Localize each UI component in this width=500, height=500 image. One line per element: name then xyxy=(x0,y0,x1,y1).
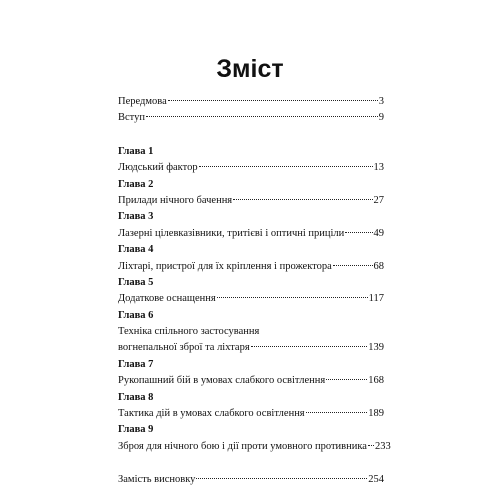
toc-entry-conclusion[interactable] xyxy=(118,472,384,488)
chapter-heading: Глава 1 xyxy=(118,145,154,157)
toc-entry-chapter-4[interactable] xyxy=(118,259,384,275)
dot-leader xyxy=(233,199,372,200)
dot-leader xyxy=(306,412,368,413)
toc-page-number: 117 xyxy=(368,293,384,305)
toc-entry-chapter-9[interactable] xyxy=(118,439,391,455)
dot-leader xyxy=(168,100,378,101)
toc-entry-chapter-3[interactable] xyxy=(118,226,384,242)
table-of-contents xyxy=(118,94,391,489)
toc-page-number: 9 xyxy=(378,112,384,124)
chapter-heading: Глава 9 xyxy=(118,424,154,436)
toc-page-number: 27 xyxy=(373,194,384,206)
spacer xyxy=(118,455,384,472)
toc-entry-label: вогнепальної зброї та ліхтаря xyxy=(118,342,250,354)
toc-entry-label: Ліхтарі, пристрої для їх кріплення і прожектора xyxy=(118,260,332,272)
toc-entry-label: Людський фактор xyxy=(118,162,198,174)
dot-leader xyxy=(217,297,368,298)
spacer xyxy=(118,127,384,144)
toc-entry-label: Рукопашний бій в умовах слабкого освітлення xyxy=(118,375,326,387)
toc-page-number: 189 xyxy=(368,408,384,420)
toc-entry-chapter-7[interactable] xyxy=(118,373,384,389)
dot-leader xyxy=(368,445,374,446)
toc-entry-label: Замість висновку xyxy=(118,474,196,486)
toc-page-number: 68 xyxy=(373,260,384,272)
chapter-heading: Глава 2 xyxy=(118,178,154,190)
toc-entry-chapter-6[interactable] xyxy=(118,340,384,356)
toc-entry-preface[interactable] xyxy=(118,94,384,110)
chapter-heading: Глава 7 xyxy=(118,358,154,370)
toc-page-number: 168 xyxy=(368,375,384,387)
toc-entry-label: Прилади нічного бачення xyxy=(118,194,233,206)
toc-page-number: 49 xyxy=(373,227,384,239)
dot-leader xyxy=(146,116,378,117)
toc-entry-chapter-8[interactable] xyxy=(118,406,384,422)
toc-entry-label: Тактика дій в умовах слабкого освітлення xyxy=(118,408,305,420)
toc-page-number: 139 xyxy=(368,342,384,354)
toc-entry-label: Лазерні цілевказівники, тритієві і оптичні приціли xyxy=(118,227,345,239)
chapter-heading: Глава 4 xyxy=(118,244,154,256)
toc-entry-chapter-5[interactable] xyxy=(118,291,384,307)
chapter-heading: Глава 3 xyxy=(118,211,154,223)
dot-leader xyxy=(333,265,373,266)
toc-page-number: 233 xyxy=(374,440,391,452)
toc-page-number: 3 xyxy=(378,96,384,107)
toc-entry-label: Вступ xyxy=(118,112,145,124)
toc-entry-chapter-2[interactable] xyxy=(118,193,384,209)
toc-entry-label: Додаткове оснащення xyxy=(118,293,216,305)
dot-leader xyxy=(326,379,367,380)
toc-entry-label: Зброя для нічного бою і дії проти умовного противника xyxy=(118,440,367,452)
dot-leader xyxy=(345,232,372,233)
toc-entry-chapter-1[interactable] xyxy=(118,160,384,176)
toc-page-number: 254 xyxy=(368,474,384,486)
page-title: Зміст xyxy=(216,55,284,83)
toc-entry-introduction[interactable] xyxy=(118,110,384,126)
dot-leader xyxy=(251,346,368,347)
toc-entry-label-line-1: Техніка спільного застосування xyxy=(118,326,260,338)
toc-entry-label: Передмова xyxy=(118,96,167,107)
dot-leader xyxy=(199,166,373,167)
toc-page-number: 13 xyxy=(373,162,384,174)
dot-leader xyxy=(196,478,367,479)
chapter-heading: Глава 5 xyxy=(118,276,154,288)
chapter-heading: Глава 8 xyxy=(118,391,154,403)
chapter-heading: Глава 6 xyxy=(118,309,154,321)
